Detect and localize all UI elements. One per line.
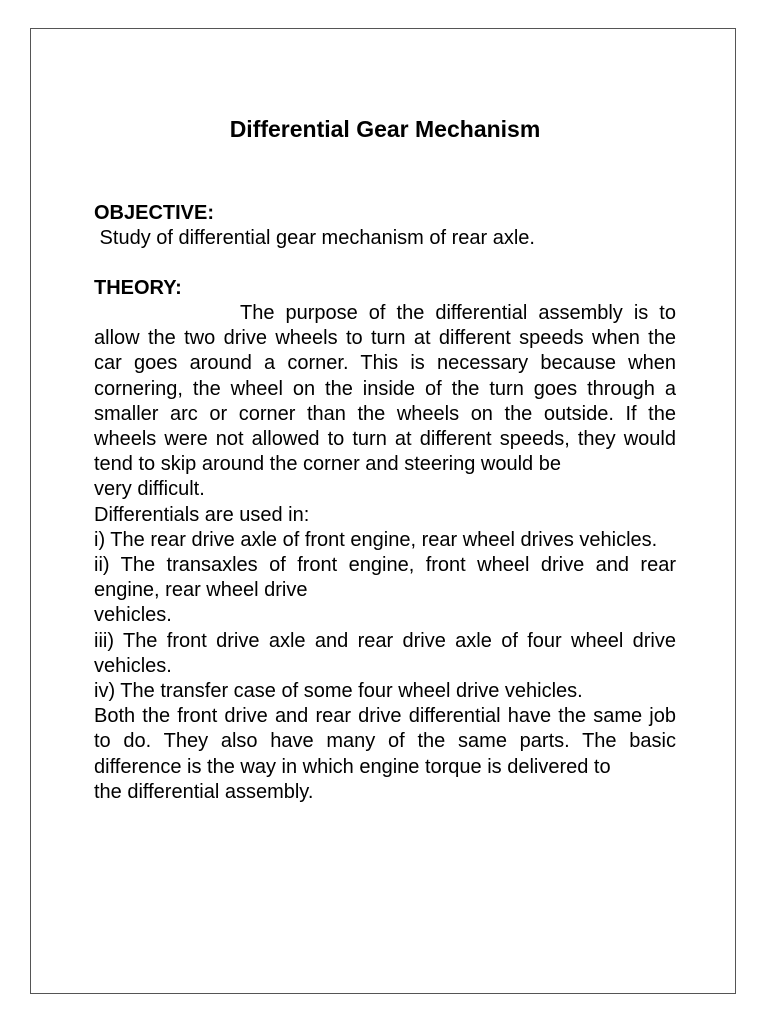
- closing-paragraph: Both the front drive and rear drive differential have the same job to do. They also have many of the same parts. The basic difference is the way in which engine torque is delivered to: [94, 705, 676, 778]
- objective-text: Study of differential gear mechanism of rear axle.: [94, 227, 535, 249]
- use-item-1: i) The rear drive axle of front engine, rear wheel drives vehicles.: [94, 528, 658, 551]
- page-title: Differential Gear Mechanism: [229, 116, 541, 142]
- theory-heading: THEORY:: [94, 277, 182, 299]
- theory-paragraph-intro: The purpose of the differential assembly is to allow the two drive wheels to turn at different speeds when the car goes around a corner. This is necessary because when cornering, the wheel on the inside of the turn goes through a smaller arc or corner than the wheels on the outside. If the wheels were not allowed to turn at different speeds, they would tend to skip around the corner and steering would be: [94, 302, 676, 476]
- document-page: [30, 28, 736, 994]
- use-item-4: iv) The transfer case of some four wheel drive vehicles.: [94, 680, 583, 703]
- use-item-3: iii) The front drive axle and rear drive axle of four wheel drive vehicles.: [94, 629, 676, 677]
- uses-intro: Differentials are used in:: [94, 503, 310, 526]
- theory-body: [94, 301, 676, 805]
- use-item-2: ii) The transaxles of front engine, front wheel drive and rear engine, rear wheel drive: [94, 554, 676, 602]
- theory-paragraph-intro-end: very difficult.: [94, 478, 205, 501]
- closing-paragraph-end: the differential assembly.: [94, 780, 314, 803]
- objective-heading: OBJECTIVE:: [94, 202, 215, 224]
- use-item-2-end: vehicles.: [94, 604, 172, 627]
